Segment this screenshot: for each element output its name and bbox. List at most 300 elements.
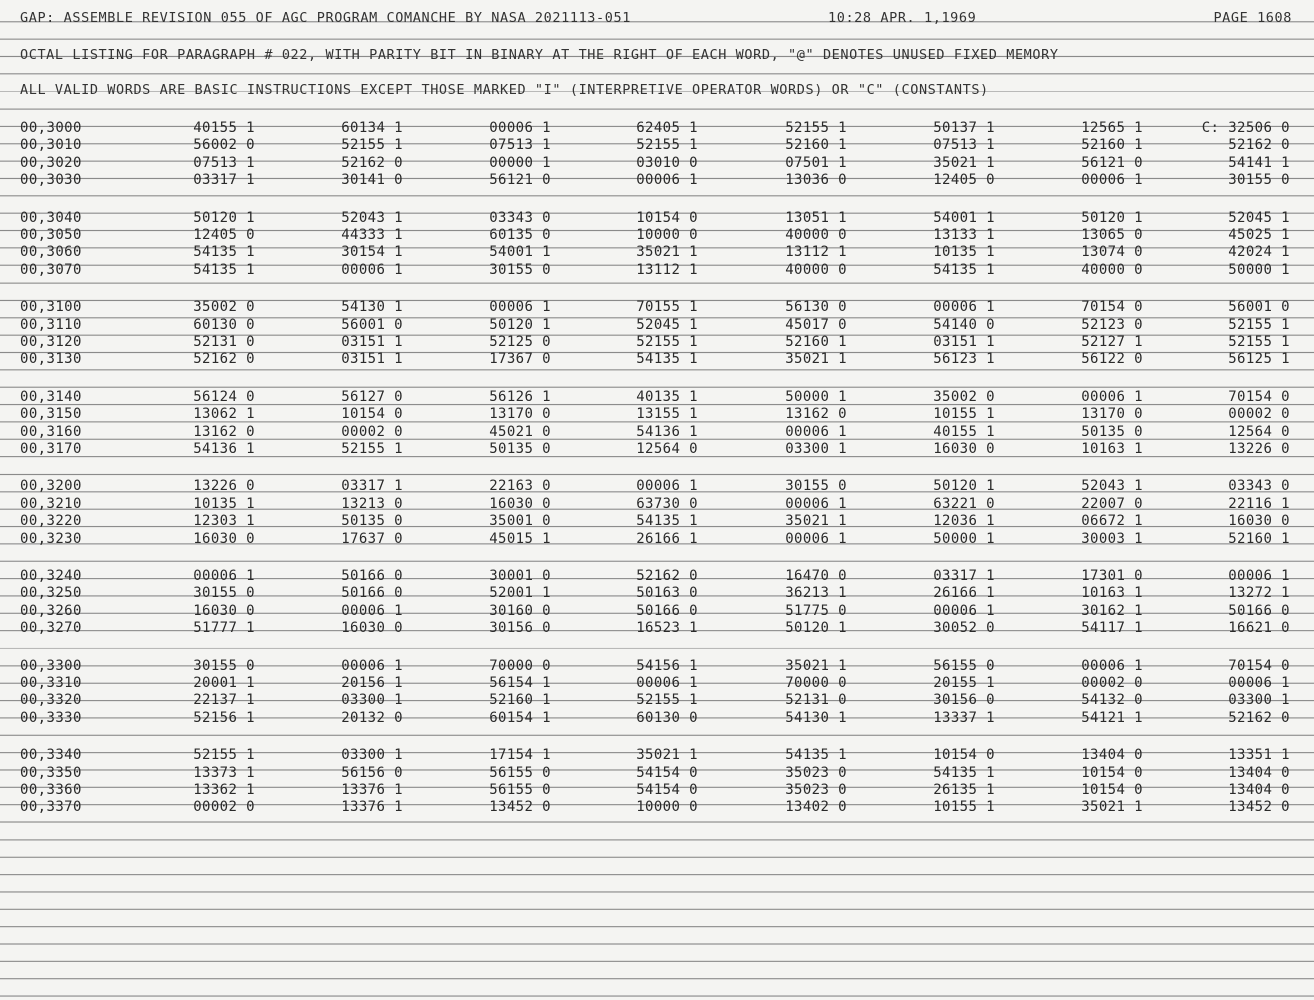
row-address: 00,3140 xyxy=(20,388,82,405)
octal-word: 35002 0 xyxy=(933,388,995,405)
row-address: 00,3010 xyxy=(20,137,82,154)
octal-word: 13213 0 xyxy=(341,495,403,512)
octal-word: 12565 1 xyxy=(1081,120,1143,136)
row-address: 00,3210 xyxy=(20,495,82,512)
validity-note: ALL VALID WORDS ARE BASIC INSTRUCTIONS EXCEPT THOSE MARKED "I" (INTERPRETIVE OPERATOR WORDS) OR "C" (CONSTANTS) xyxy=(20,82,989,98)
octal-word: 13337 1 xyxy=(933,709,995,726)
octal-word: 06672 1 xyxy=(1081,513,1143,530)
octal-word: 03300 1 xyxy=(1228,692,1290,709)
octal-word: 70155 1 xyxy=(636,299,698,316)
row-address: 00,3020 xyxy=(20,154,82,171)
octal-word: 20156 1 xyxy=(341,675,403,691)
octal-word: 62405 1 xyxy=(636,120,698,136)
octal-word: 26166 1 xyxy=(933,585,995,602)
octal-word: 52155 1 xyxy=(1228,334,1290,350)
octal-word: 00006 1 xyxy=(636,675,698,691)
octal-word: 50120 1 xyxy=(193,209,255,226)
octal-word: 35002 0 xyxy=(193,299,255,316)
octal-word: 30156 0 xyxy=(933,692,995,709)
octal-word: 12564 0 xyxy=(1228,423,1290,440)
octal-word: 56124 0 xyxy=(193,388,255,405)
octal-word: 70154 0 xyxy=(1081,299,1143,316)
octal-word: 13351 1 xyxy=(1228,747,1290,764)
octal-word: 03300 1 xyxy=(341,747,403,764)
octal-word: 45025 1 xyxy=(1228,227,1290,243)
octal-word: 12405 0 xyxy=(193,227,255,243)
octal-word: 63730 0 xyxy=(636,495,698,512)
table-row xyxy=(0,620,1314,636)
octal-word: 03300 1 xyxy=(341,692,403,709)
octal-word: 50166 0 xyxy=(1228,602,1290,619)
row-address: 00,3200 xyxy=(20,478,82,495)
octal-word: 35021 1 xyxy=(636,747,698,764)
row-address: 00,3120 xyxy=(20,334,82,350)
table-row xyxy=(0,441,1314,457)
row-address: 00,3230 xyxy=(20,530,82,547)
octal-word: 54135 1 xyxy=(193,261,255,278)
octal-word: 50120 1 xyxy=(1081,209,1143,226)
octal-word: 07513 1 xyxy=(193,154,255,171)
octal-word: 10000 0 xyxy=(636,227,698,243)
octal-word: 40000 0 xyxy=(785,227,847,243)
octal-word: 52123 0 xyxy=(1081,316,1143,333)
octal-word: 54141 1 xyxy=(1228,154,1290,171)
row-address: 00,3160 xyxy=(20,423,82,440)
octal-word: 52156 1 xyxy=(193,709,255,726)
octal-word: 56156 0 xyxy=(341,764,403,781)
octal-word: 52160 1 xyxy=(1081,137,1143,154)
print-timestamp: 10:28 APR. 1,1969 xyxy=(828,10,977,26)
octal-word: 16030 0 xyxy=(933,441,995,457)
table-row xyxy=(0,262,1314,278)
octal-word: 50135 0 xyxy=(1081,423,1143,440)
octal-word: 52125 0 xyxy=(489,334,551,350)
octal-word: 13074 0 xyxy=(1081,244,1143,261)
row-address: 00,3110 xyxy=(20,316,82,333)
octal-word: 16030 0 xyxy=(489,495,551,512)
octal-word: 52001 1 xyxy=(489,585,551,602)
octal-word: 54136 1 xyxy=(636,423,698,440)
octal-word: 03343 0 xyxy=(1228,478,1290,495)
table-row xyxy=(0,782,1314,798)
octal-word: 13272 1 xyxy=(1228,585,1290,602)
octal-word: 22137 1 xyxy=(193,692,255,709)
octal-word: 50166 0 xyxy=(341,568,403,584)
octal-word: 13133 1 xyxy=(933,227,995,243)
octal-word: 00006 1 xyxy=(489,299,551,316)
row-address: 00,3150 xyxy=(20,406,82,423)
octal-word: 16030 0 xyxy=(193,530,255,547)
octal-word: 10154 0 xyxy=(341,406,403,423)
row-address: 00,3130 xyxy=(20,351,82,368)
table-row xyxy=(0,478,1314,494)
octal-word: 10000 0 xyxy=(636,799,698,816)
octal-word: 45015 1 xyxy=(489,530,551,547)
octal-word: 54135 1 xyxy=(636,513,698,530)
octal-word: 52155 1 xyxy=(341,137,403,154)
octal-word: 22007 0 xyxy=(1081,495,1143,512)
octal-word: 10154 0 xyxy=(636,209,698,226)
octal-word: 52043 1 xyxy=(341,209,403,226)
octal-word: 07513 1 xyxy=(933,137,995,154)
octal-word: 50000 1 xyxy=(933,530,995,547)
octal-word: 13226 0 xyxy=(1228,441,1290,457)
octal-word: 35021 1 xyxy=(785,351,847,368)
octal-word: 12405 0 xyxy=(933,172,995,189)
octal-word: 45017 0 xyxy=(785,316,847,333)
octal-word: 22116 1 xyxy=(1228,495,1290,512)
octal-word: 50120 1 xyxy=(489,316,551,333)
octal-word: 10155 1 xyxy=(933,406,995,423)
octal-word: 00006 1 xyxy=(1081,657,1143,674)
octal-word: 70154 0 xyxy=(1228,388,1290,405)
table-row xyxy=(0,765,1314,781)
row-address: 00,3270 xyxy=(20,620,82,637)
table-row xyxy=(0,496,1314,512)
octal-word: 17637 0 xyxy=(341,530,403,547)
row-address: 00,3050 xyxy=(20,227,82,243)
octal-word: 16030 0 xyxy=(193,602,255,619)
table-row xyxy=(0,585,1314,601)
octal-word: 50000 1 xyxy=(1228,261,1290,278)
octal-word: 03317 1 xyxy=(933,568,995,584)
row-address: 00,3060 xyxy=(20,244,82,261)
row-address: 00,3310 xyxy=(20,675,82,691)
octal-word: 56002 0 xyxy=(193,137,255,154)
row-address: 00,3330 xyxy=(20,709,82,726)
table-row xyxy=(0,692,1314,708)
octal-word: 52160 1 xyxy=(785,137,847,154)
octal-word: 52131 0 xyxy=(193,334,255,350)
octal-word: 07501 1 xyxy=(785,154,847,171)
octal-word: 03343 0 xyxy=(489,209,551,226)
octal-word: 30141 0 xyxy=(341,172,403,189)
octal-word: 26166 1 xyxy=(636,530,698,547)
octal-word: 03151 1 xyxy=(933,334,995,350)
octal-word: 13112 1 xyxy=(785,244,847,261)
octal-word: 50166 0 xyxy=(341,585,403,602)
table-row xyxy=(0,317,1314,333)
octal-word: 52045 1 xyxy=(1228,209,1290,226)
octal-word: 26135 1 xyxy=(933,782,995,798)
octal-word: 00006 1 xyxy=(636,172,698,189)
page-number: PAGE 1608 xyxy=(1213,10,1292,26)
row-address: 00,3340 xyxy=(20,747,82,764)
octal-word: 40000 0 xyxy=(785,261,847,278)
octal-word: 03300 1 xyxy=(785,441,847,457)
octal-word: 00006 1 xyxy=(785,423,847,440)
row-address: 00,3170 xyxy=(20,441,82,457)
octal-word: 52155 1 xyxy=(1228,316,1290,333)
table-row xyxy=(0,120,1314,136)
octal-word: 44333 1 xyxy=(341,227,403,243)
octal-word: 51775 0 xyxy=(785,602,847,619)
table-row xyxy=(0,710,1314,726)
octal-word: 00006 1 xyxy=(1081,172,1143,189)
octal-word: 13404 0 xyxy=(1228,764,1290,781)
octal-word: 52160 1 xyxy=(785,334,847,350)
octal-word: 40000 0 xyxy=(1081,261,1143,278)
row-address: 00,3220 xyxy=(20,513,82,530)
octal-word: 60130 0 xyxy=(193,316,255,333)
octal-word: 52155 1 xyxy=(341,441,403,457)
octal-word: 54135 1 xyxy=(933,764,995,781)
octal-word: 60135 0 xyxy=(489,227,551,243)
table-row xyxy=(0,244,1314,260)
octal-word: 03317 1 xyxy=(341,478,403,495)
octal-word: 54154 0 xyxy=(636,764,698,781)
octal-word: 35001 0 xyxy=(489,513,551,530)
octal-word: 13036 0 xyxy=(785,172,847,189)
octal-word: 13162 0 xyxy=(193,423,255,440)
octal-word: 52160 1 xyxy=(1228,530,1290,547)
table-row xyxy=(0,747,1314,763)
octal-word: 56122 0 xyxy=(1081,351,1143,368)
octal-word: 16030 0 xyxy=(1228,513,1290,530)
octal-word: 54136 1 xyxy=(193,441,255,457)
table-row xyxy=(0,227,1314,243)
octal-word: 56127 0 xyxy=(341,388,403,405)
octal-word: 56155 0 xyxy=(489,782,551,798)
octal-word: 70000 0 xyxy=(785,675,847,691)
octal-word: 16030 0 xyxy=(341,620,403,637)
octal-word: 40155 1 xyxy=(193,120,255,136)
octal-word: 00006 1 xyxy=(341,657,403,674)
octal-word: 30001 0 xyxy=(489,568,551,584)
octal-word: 13155 1 xyxy=(636,406,698,423)
row-address: 00,3000 xyxy=(20,120,82,136)
octal-word: 63221 0 xyxy=(933,495,995,512)
octal-word: 52155 1 xyxy=(636,692,698,709)
octal-word: 56121 0 xyxy=(489,172,551,189)
octal-word: 00006 1 xyxy=(341,261,403,278)
octal-word: 52127 1 xyxy=(1081,334,1143,350)
octal-word: 54121 1 xyxy=(1081,709,1143,726)
octal-word: 10154 0 xyxy=(1081,782,1143,798)
octal-word: 13404 0 xyxy=(1081,747,1143,764)
octal-word: 54117 1 xyxy=(1081,620,1143,637)
octal-word: 00006 1 xyxy=(933,602,995,619)
octal-word: 03151 1 xyxy=(341,351,403,368)
octal-word: 52160 1 xyxy=(489,692,551,709)
octal-word: 50120 1 xyxy=(785,620,847,637)
octal-word: 10154 0 xyxy=(1081,764,1143,781)
octal-word: 52045 1 xyxy=(636,316,698,333)
octal-word: 30052 0 xyxy=(933,620,995,637)
table-row xyxy=(0,210,1314,226)
table-row xyxy=(0,389,1314,405)
octal-word: 10135 1 xyxy=(933,244,995,261)
octal-word: 00006 1 xyxy=(1228,675,1290,691)
octal-word: 35021 1 xyxy=(1081,799,1143,816)
octal-word: 52162 0 xyxy=(341,154,403,171)
octal-word: 50166 0 xyxy=(636,602,698,619)
table-row xyxy=(0,406,1314,422)
octal-word: 54135 1 xyxy=(785,747,847,764)
row-address: 00,3300 xyxy=(20,657,82,674)
octal-word: 36213 1 xyxy=(785,585,847,602)
octal-word: 52155 1 xyxy=(636,334,698,350)
row-address: 00,3360 xyxy=(20,782,82,798)
octal-word: 20132 0 xyxy=(341,709,403,726)
octal-word: 30003 1 xyxy=(1081,530,1143,547)
table-row xyxy=(0,155,1314,171)
octal-word: 52043 1 xyxy=(1081,478,1143,495)
octal-word: 30155 0 xyxy=(193,585,255,602)
octal-word: 00006 1 xyxy=(785,495,847,512)
octal-word: 13373 1 xyxy=(193,764,255,781)
octal-word: 16621 0 xyxy=(1228,620,1290,637)
octal-word: 12303 1 xyxy=(193,513,255,530)
octal-word: 51777 1 xyxy=(193,620,255,637)
table-row xyxy=(0,675,1314,691)
octal-word: 50000 1 xyxy=(785,388,847,405)
octal-word: 00006 1 xyxy=(341,602,403,619)
octal-word: 56001 0 xyxy=(341,316,403,333)
table-row xyxy=(0,424,1314,440)
table-row xyxy=(0,658,1314,674)
octal-word: 70000 0 xyxy=(489,657,551,674)
octal-word: 10163 1 xyxy=(1081,585,1143,602)
octal-word: 00000 1 xyxy=(489,154,551,171)
octal-word: 30155 0 xyxy=(1228,172,1290,189)
octal-word: 40135 1 xyxy=(636,388,698,405)
octal-word: 56155 0 xyxy=(933,657,995,674)
octal-word: 30155 0 xyxy=(785,478,847,495)
octal-word: 16523 1 xyxy=(636,620,698,637)
row-address: 00,3370 xyxy=(20,799,82,816)
octal-word: 13376 1 xyxy=(341,799,403,816)
octal-word: 35021 1 xyxy=(785,513,847,530)
octal-word: 52162 0 xyxy=(636,568,698,584)
octal-word: 30160 0 xyxy=(489,602,551,619)
octal-word: 52162 0 xyxy=(193,351,255,368)
octal-word: 70154 0 xyxy=(1228,657,1290,674)
octal-word: 10163 1 xyxy=(1081,441,1143,457)
octal-word: 13051 1 xyxy=(785,209,847,226)
octal-word: 13162 0 xyxy=(785,406,847,423)
title-text: GAP: ASSEMBLE REVISION 055 OF AGC PROGRAM COMANCHE BY NASA 2021113-051 xyxy=(20,10,631,26)
octal-word: 03317 1 xyxy=(193,172,255,189)
octal-word: 17367 0 xyxy=(489,351,551,368)
octal-word: 00002 0 xyxy=(193,799,255,816)
octal-word: 54135 1 xyxy=(636,351,698,368)
octal-word: 42024 1 xyxy=(1228,244,1290,261)
octal-word: 60134 1 xyxy=(341,120,403,136)
octal-word: 00006 1 xyxy=(1228,568,1290,584)
octal-word: 10154 0 xyxy=(933,747,995,764)
octal-word: 10155 1 xyxy=(933,799,995,816)
table-row xyxy=(0,137,1314,153)
row-address: 00,3260 xyxy=(20,602,82,619)
octal-word: 54154 0 xyxy=(636,782,698,798)
octal-word: 13376 1 xyxy=(341,782,403,798)
octal-word: 12564 0 xyxy=(636,441,698,457)
octal-word: 56001 0 xyxy=(1228,299,1290,316)
octal-word: 30155 0 xyxy=(193,657,255,674)
octal-word: 20155 1 xyxy=(933,675,995,691)
octal-word: 54140 0 xyxy=(933,316,995,333)
octal-word: 35023 0 xyxy=(785,764,847,781)
octal-word: 56130 0 xyxy=(785,299,847,316)
row-address: 00,3100 xyxy=(20,299,82,316)
octal-word: 30162 1 xyxy=(1081,602,1143,619)
octal-word: 35023 0 xyxy=(785,782,847,798)
octal-word: 13226 0 xyxy=(193,478,255,495)
row-address: 00,3240 xyxy=(20,568,82,584)
octal-word: 17154 1 xyxy=(489,747,551,764)
table-row xyxy=(0,568,1314,584)
octal-word: 20001 1 xyxy=(193,675,255,691)
octal-word: 35021 1 xyxy=(785,657,847,674)
octal-word: 54135 1 xyxy=(933,261,995,278)
table-row xyxy=(0,603,1314,619)
octal-word: 30155 0 xyxy=(489,261,551,278)
octal-word: 13062 1 xyxy=(193,406,255,423)
octal-word: 13402 0 xyxy=(785,799,847,816)
table-row xyxy=(0,299,1314,315)
octal-word: 13112 1 xyxy=(636,261,698,278)
octal-word: 10135 1 xyxy=(193,495,255,512)
octal-word: 03010 0 xyxy=(636,154,698,171)
octal-word: 13452 0 xyxy=(1228,799,1290,816)
octal-word: 13170 0 xyxy=(489,406,551,423)
octal-word: 54132 0 xyxy=(1081,692,1143,709)
octal-word: 52155 1 xyxy=(785,120,847,136)
octal-word: 50120 1 xyxy=(933,478,995,495)
octal-word: 13065 0 xyxy=(1081,227,1143,243)
octal-word: 45021 0 xyxy=(489,423,551,440)
octal-word: 54135 1 xyxy=(193,244,255,261)
octal-word: 22163 0 xyxy=(489,478,551,495)
table-row xyxy=(0,351,1314,367)
octal-word: 50135 0 xyxy=(341,513,403,530)
octal-word: 54156 1 xyxy=(636,657,698,674)
octal-word: 50135 0 xyxy=(489,441,551,457)
octal-word: 40155 1 xyxy=(933,423,995,440)
octal-word: 00006 1 xyxy=(193,568,255,584)
octal-word: 60130 0 xyxy=(636,709,698,726)
octal-word: 52155 1 xyxy=(193,747,255,764)
octal-word: 35021 1 xyxy=(933,154,995,171)
octal-word: 12036 1 xyxy=(933,513,995,530)
octal-word: 54001 1 xyxy=(489,244,551,261)
octal-word: 56121 0 xyxy=(1081,154,1143,171)
table-row xyxy=(0,172,1314,188)
row-address: 00,3030 xyxy=(20,172,82,189)
octal-word: 52155 1 xyxy=(636,137,698,154)
listing-description: OCTAL LISTING FOR PARAGRAPH # 022, WITH PARITY BIT IN BINARY AT THE RIGHT OF EACH WORD, "@" DENOTES UNUSED FIXED MEMORY xyxy=(20,47,1059,63)
octal-word: 00006 1 xyxy=(1081,388,1143,405)
octal-word: 60154 1 xyxy=(489,709,551,726)
row-address: 00,3040 xyxy=(20,209,82,226)
octal-word: 35021 1 xyxy=(636,244,698,261)
octal-word: 56123 1 xyxy=(933,351,995,368)
octal-word: 30154 1 xyxy=(341,244,403,261)
octal-word: 56154 1 xyxy=(489,675,551,691)
octal-word: 30156 0 xyxy=(489,620,551,637)
octal-word: 00006 1 xyxy=(785,530,847,547)
octal-word: 00006 1 xyxy=(933,299,995,316)
octal-word: 52162 0 xyxy=(1228,709,1290,726)
octal-word: 07513 1 xyxy=(489,137,551,154)
octal-word: 56155 0 xyxy=(489,764,551,781)
octal-word: 00006 1 xyxy=(489,120,551,136)
octal-word: 00006 1 xyxy=(636,478,698,495)
octal-word: 56126 1 xyxy=(489,388,551,405)
table-row xyxy=(0,334,1314,350)
octal-word: 17301 0 xyxy=(1081,568,1143,584)
